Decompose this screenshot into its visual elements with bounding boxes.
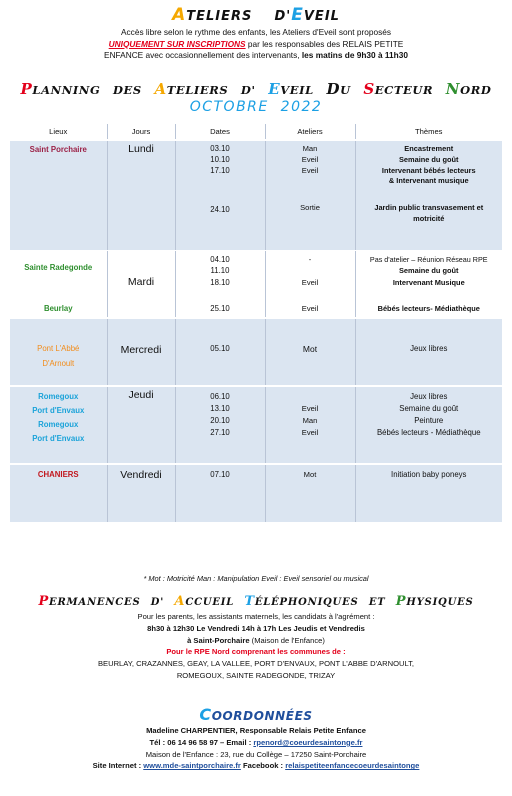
facebook-link[interactable]: relaispetiteenfancecoeurdesaintonge: [285, 761, 420, 771]
cell-lieux: [10, 386, 107, 464]
planning-title-capital: E: [268, 80, 281, 98]
title-eveil-rest: VEIL: [303, 9, 340, 24]
lieu-chaniers: CHANIERS: [37, 470, 79, 479]
theme: motricité: [413, 214, 445, 223]
table-row-mercredi: [10, 318, 502, 386]
facebook-label: Facebook :: [240, 761, 286, 771]
site-label: Site Internet :: [92, 761, 144, 771]
permanences-title-word: [395, 594, 474, 609]
web-line: [0, 760, 512, 772]
jour-mercredi: Mercredi: [120, 344, 162, 356]
cell-jour: [107, 464, 175, 522]
lieu-port-denvaux: Port d'Envaux: [32, 434, 85, 443]
theme: Intervenant bébés lecteurs: [381, 166, 476, 175]
cell-dates: [175, 464, 265, 522]
permanences-title-capital: P: [38, 594, 50, 609]
lieu-sainte-radegonde: Sainte Radegonde: [24, 262, 93, 272]
perm-communes-line-1: BEURLAY, CRAZANNES, GEAY, LA VALLEE, PORT D'ENVAUX, PONT L'ABBE D'ARNOULT,: [97, 659, 415, 669]
title-ateliers-rest: TELIERS: [186, 9, 253, 24]
cell-lieux: [10, 250, 107, 318]
jour-lundi: Lundi: [128, 143, 154, 155]
permanences-title-word: [38, 594, 141, 609]
table-row-vendredi: [10, 464, 502, 522]
atelier: Sortie: [300, 203, 320, 212]
header-jours: Jours: [107, 124, 175, 140]
date: 05.10: [210, 344, 230, 353]
permanences-title-word: [369, 597, 386, 608]
permanences-title-letters: HYSIQUES: [406, 597, 474, 608]
address-line: Maison de l'Enfance : 23, rue du Collège – 17250 Saint-Porchaire: [145, 749, 367, 759]
cell-themes: [355, 140, 502, 250]
intro-paragraph: [0, 27, 512, 62]
atelier: Eveil: [301, 277, 319, 287]
permanences-title-capital: A: [174, 594, 186, 609]
atelier: Eveil: [301, 303, 319, 313]
coordonnees-block: [0, 725, 512, 772]
date: 18.10: [210, 277, 230, 287]
atelier: Eveil: [301, 166, 319, 175]
jour-jeudi: Jeudi: [128, 389, 154, 401]
theme: & Intervenant musique: [388, 176, 469, 185]
atelier: Mot: [303, 470, 317, 479]
lieu-romegoux: Romegoux: [38, 392, 79, 401]
header-lieux: Lieux: [10, 124, 107, 140]
cell-dates: [175, 140, 265, 250]
lieu-pont-labbe: Pont L'Abbé: [37, 344, 80, 353]
permanences-title: [0, 594, 512, 609]
permanences-title-letters: D': [150, 597, 165, 608]
website-link[interactable]: www.mde-saintporchaire.fr: [143, 761, 241, 771]
perm-communes-line-2: ROMEGOUX, SAINTE RADEGONDE, TRIZAY: [176, 670, 336, 680]
planning-title-capital: S: [363, 80, 375, 98]
cell-ateliers: [265, 140, 355, 250]
theme: Jeux libres: [410, 344, 448, 353]
planning-title-word: [241, 83, 256, 97]
table-row-jeudi: [10, 386, 502, 464]
tel-label: Tél : 06 14 96 58 97 – Email :: [149, 737, 254, 747]
cell-ateliers: [265, 464, 355, 522]
cell-dates: [175, 386, 265, 464]
date: 10.10: [210, 155, 230, 164]
date: 27.10: [210, 428, 230, 437]
cell-ateliers: [265, 318, 355, 386]
cell-lieux: [10, 140, 107, 250]
permanences-title-word: [244, 594, 359, 609]
permanences-title-capital: T: [244, 594, 255, 609]
cell-ateliers: [265, 386, 355, 464]
table-row-mardi: [10, 250, 502, 318]
date: 04.10: [210, 254, 230, 264]
intro-line-2-rest: par les responsables des RELAIS PETITE: [245, 38, 404, 49]
coord-title-cap: C: [199, 705, 212, 724]
planning-title-word: [326, 80, 351, 98]
lieu-darnoult: D'Arnoult: [42, 359, 75, 368]
ateliers-title: [0, 5, 512, 25]
permanences-title-word: [174, 594, 235, 609]
cell-jour: [107, 318, 175, 386]
planning-title-letters: VEIL: [280, 83, 314, 97]
theme: Intervenant Musique: [392, 277, 465, 287]
atelier: -: [308, 254, 312, 264]
perm-location: à Saint-Porchaire: [187, 635, 250, 645]
coord-title-rest: OORDONNÉES: [211, 709, 313, 723]
atelier: Eveil: [301, 404, 319, 413]
perm-hours: 8h30 à 12h30 Le Vendredi 14h à 17h Les Jeudis et Vendredis: [147, 623, 365, 633]
planning-title-letters: D': [240, 83, 256, 97]
lieu-port-denvaux: Port d'Envaux: [32, 406, 85, 415]
planning-title-word: [445, 80, 492, 98]
intro-line-1: Accès libre selon le rythme des enfants, les Ateliers d'Eveil sont proposés: [121, 27, 391, 37]
planning-title-letters: ORD: [460, 83, 492, 97]
cell-dates: [175, 250, 265, 318]
theme: Encastrement: [404, 144, 454, 153]
perm-location-detail: (Maison de l'Enfance): [249, 635, 325, 645]
date: 17.10: [210, 166, 230, 175]
planning-table: [10, 124, 502, 523]
atelier: Man: [302, 144, 318, 153]
cell-lieux: [10, 318, 107, 386]
planning-title-capital: P: [20, 80, 33, 98]
theme: Bébés lecteurs- Médiathèque: [377, 303, 480, 313]
abbreviations-legend: * Mot : Motricité Man : Manipulation Eveil : Eveil sensoriel ou musical: [143, 574, 369, 583]
month-name: OCTOBRE: [189, 99, 269, 115]
atelier: Mot: [302, 344, 318, 354]
theme: Jeux libres: [410, 392, 448, 401]
planning-title-capital: N: [445, 80, 461, 98]
atelier: Eveil: [301, 428, 319, 437]
planning-title-letters: TELIERS: [166, 83, 229, 97]
intro-hours: les matins de 9h30 à 11h30: [301, 50, 408, 60]
date: 20.10: [210, 416, 230, 425]
jour-vendredi: Vendredi: [120, 469, 162, 481]
planning-title-word: [20, 80, 101, 98]
lieu-saint-porchaire: Saint Porchaire: [29, 145, 87, 154]
jour-mardi: Mardi: [127, 275, 155, 288]
date: 07.10: [210, 470, 230, 479]
planning-title-word: [268, 80, 314, 98]
theme: Semaine du goût: [398, 155, 459, 164]
month-year: 2022: [280, 99, 323, 115]
lieu-romegoux: Romegoux: [38, 420, 79, 429]
month-title: [0, 99, 512, 115]
intro-line-2: [0, 39, 512, 51]
email-link[interactable]: rpenord@coeurdesaintonge.fr: [253, 737, 363, 747]
intro-line-3: [0, 50, 512, 62]
cell-dates: [175, 318, 265, 386]
theme: Semaine du goût: [399, 404, 459, 413]
theme: Bébés lecteurs - Médiathèque: [376, 428, 481, 437]
cell-jour: [107, 250, 175, 318]
atelier: Man: [302, 416, 318, 425]
coordonnees-title: [0, 705, 512, 724]
permanences-title-letters: ET: [368, 597, 386, 608]
header-ateliers: Ateliers: [265, 124, 355, 140]
planning-title-letters: U: [340, 83, 351, 97]
contact-line: [0, 737, 512, 749]
permanences-block: [0, 611, 512, 682]
date: 11.10: [210, 265, 230, 275]
date: 24.10: [210, 205, 230, 214]
date: 13.10: [210, 404, 230, 413]
planning-title: [0, 80, 512, 98]
date: 06.10: [210, 392, 230, 401]
theme: Peinture: [414, 416, 444, 425]
header-themes: Thèmes: [355, 124, 502, 140]
title-e-cap: E: [291, 5, 304, 25]
cell-themes: [355, 386, 502, 464]
date: 25.10: [210, 303, 230, 313]
header-dates: Dates: [175, 124, 265, 140]
title-d-cap: D: [274, 9, 287, 24]
cell-jour: [107, 140, 175, 250]
planning-title-letters: ECTEUR: [374, 83, 434, 97]
table-row-lundi: [10, 140, 502, 250]
atelier: Eveil: [301, 155, 319, 164]
cell-themes: [355, 250, 502, 318]
cell-themes: [355, 464, 502, 522]
inscriptions-notice: UNIQUEMENT SUR INSCRIPTIONS: [108, 38, 246, 49]
cell-themes: [355, 318, 502, 386]
permanences-title-letters: ÉLÉPHONIQUES: [254, 597, 359, 608]
planning-title-word: [154, 80, 229, 98]
perm-communes-intro: Pour le RPE Nord comprenant les communes de :: [166, 647, 346, 657]
theme: Pas d'atelier – Réunion Réseau RPE: [369, 254, 488, 264]
planning-title-letters: DES: [112, 83, 142, 97]
planning-title-letters: LANNING: [32, 83, 101, 97]
theme: Semaine du goût: [398, 265, 459, 275]
theme: Jardin public transvasement et: [374, 203, 484, 212]
cell-jour: [107, 386, 175, 464]
cell-ateliers: [265, 250, 355, 318]
perm-line-3: [0, 635, 512, 647]
planning-title-capital: D: [326, 80, 341, 98]
planning-title-word: [113, 83, 142, 97]
cell-lieux: [10, 464, 107, 522]
planning-title-capital: A: [154, 80, 167, 98]
date: 03.10: [210, 144, 230, 153]
title-apostrophe: ': [286, 9, 292, 24]
permanences-title-letters: CCUEIL: [185, 597, 235, 608]
intro-line-3-start: ENFANCE avec occasionnellement des intervenants,: [104, 50, 302, 60]
permanences-title-letters: ERMANENCES: [49, 597, 141, 608]
planning-title-word: [363, 80, 434, 98]
permanences-title-word: [151, 597, 164, 608]
lieu-beurlay: Beurlay: [43, 303, 73, 313]
contact-name: Madeline CHARPENTIER, Responsable Relais Petite Enfance: [146, 726, 366, 735]
permanences-title-capital: P: [395, 594, 407, 609]
title-a-cap: A: [172, 5, 187, 25]
theme: Initiation baby poneys: [391, 470, 467, 479]
table-header-row: [10, 124, 502, 140]
perm-line-1: Pour les parents, les assistants maternels, les candidats à l'agrément :: [137, 612, 375, 621]
